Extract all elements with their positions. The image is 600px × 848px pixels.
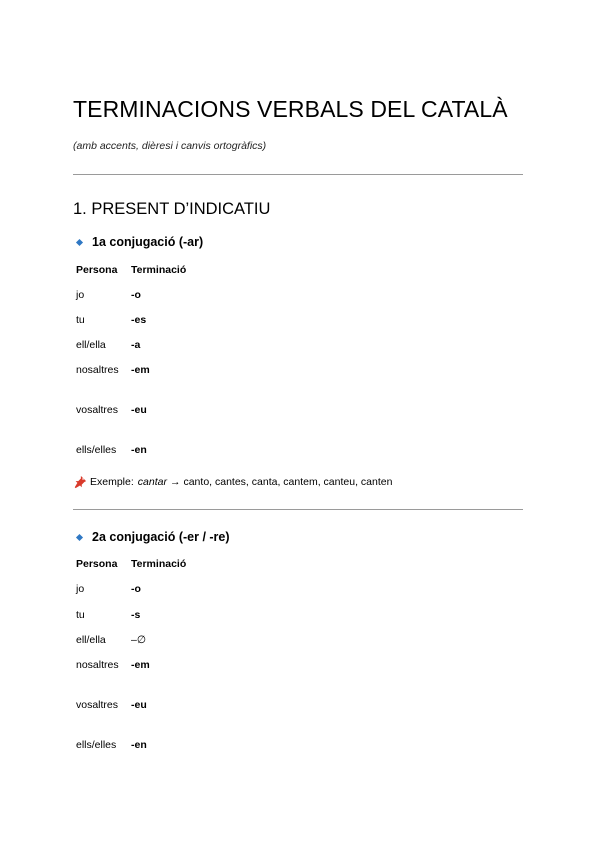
table-cell-persona: nosaltres [76,364,119,376]
section-heading-present: 1. PRESENT D’INDICATIU [73,200,271,218]
table-cell-ending: -eu [131,404,147,416]
diamond-icon [76,533,83,540]
table-cell-persona: ells/elles [76,444,117,456]
table-cell-persona: ells/elles [76,739,117,751]
table-header-terminacio: Terminació [131,264,187,276]
table-cell-persona: vosaltres [76,699,119,711]
table-cell-ending: -a [131,339,141,351]
table-cell-persona: ell/ella [76,339,106,351]
example-line [73,475,392,489]
table-cell-persona: jo [76,583,85,595]
page-title: TERMINACIONS VERBALS DEL CATALÀ [73,96,508,122]
page-subtitle: (amb accents, dièresi i canvis ortogràfics) [73,140,267,152]
divider [73,174,523,175]
table-header-persona: Persona [76,558,118,570]
divider [73,509,523,510]
table-cell-persona: jo [76,289,85,301]
table-cell-ending: -o [131,583,141,595]
example-forms: canto, cantes, canta, cantem, canteu, canten [183,476,393,488]
subsection-heading-conj1 [75,235,203,249]
diamond-icon [76,238,83,245]
table-cell-ending: –∅ [131,634,146,646]
table-cell-ending: -em [131,659,150,671]
table-cell-persona: tu [76,314,85,326]
example-label: Exemple: [90,476,134,488]
table-cell-ending: -en [131,739,147,751]
table-header-terminacio: Terminació [131,558,187,570]
table-cell-persona: tu [76,609,85,621]
table-cell-ending: -em [131,364,150,376]
example-arrow: → [169,476,181,488]
subsection-heading-text: 2a conjugació (-er / -re) [92,530,230,544]
table-cell-ending: -eu [131,699,147,711]
example-verb: cantar [137,476,167,488]
pushpin-icon [73,475,87,489]
table-cell-persona: nosaltres [76,659,119,671]
table-cell-ending: -en [131,444,147,456]
table-cell-ending: -s [131,609,141,621]
table-cell-ending: -es [131,314,147,326]
subsection-heading-conj2 [75,530,230,544]
table-cell-ending: -o [131,289,141,301]
table-header-persona: Persona [76,264,118,276]
subsection-heading-text: 1a conjugació (-ar) [92,235,204,249]
table-cell-persona: ell/ella [76,634,106,646]
table-cell-persona: vosaltres [76,404,119,416]
